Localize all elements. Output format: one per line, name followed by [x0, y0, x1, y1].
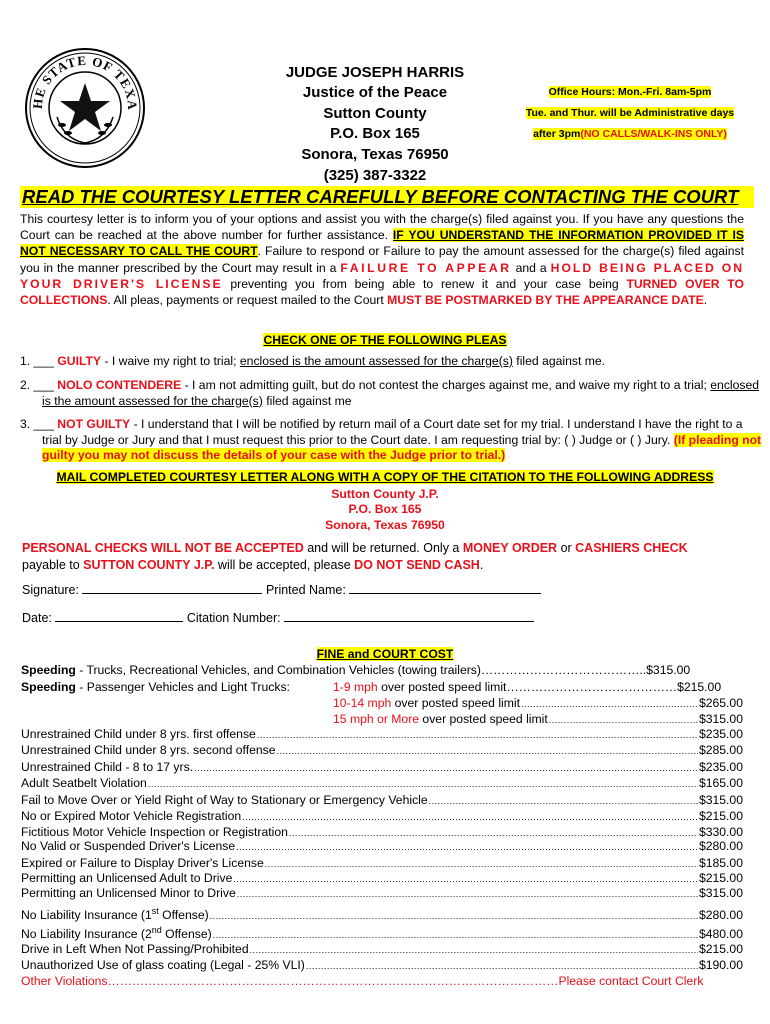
seal-text: HE STATE OF TEXA: [29, 52, 141, 111]
fine-row: Drive in Left When Not Passing/Prohibited ..... $215.00: [21, 942, 743, 956]
fine-row-liability-second: No Liability Insurance (2nd Offense) ..... $480.00: [21, 925, 743, 941]
city-state-zip: Sonora, Texas 76950: [301, 146, 449, 163]
fine-row: No or Expired Motor Vehicle Registration ..... $215.00: [21, 809, 743, 823]
mail-address-line-2: P.O. Box 165: [348, 502, 422, 516]
phone-number: (325) 387-3322: [323, 167, 427, 184]
fine-row: Unrestrained Child - 8 to 17 yrs. ..... $235.00: [21, 760, 743, 774]
payment-instructions: PERSONAL CHECKS WILL NOT BE ACCEPTED and will be returned. Only a MONEY ORDER or CASHIERS CHECK payable to SUTTON COUNTY J.P. will be accepted, please DO NOT SEND CASH.: [22, 541, 688, 572]
fine-row: Fail to Move Over or Yield Right of Way to Stationary or Emergency Vehicle ..... $315.00: [21, 793, 743, 807]
signature-field[interactable]: [82, 593, 262, 594]
judge-name: JUDGE JOSEPH HARRIS: [285, 64, 465, 81]
mail-address-line-3: Sonora, Texas 76950: [325, 518, 445, 532]
page-title: READ THE COURTESY LETTER CAREFULLY BEFORE CONTACTING THE COURT: [20, 186, 754, 208]
fine-row-liability-first: No Liability Insurance (1st Offense) ..... $280.00: [21, 906, 743, 922]
pleas-heading: CHECK ONE OF THE FOLLOWING PLEAS: [263, 333, 507, 347]
printed-name-label: Printed Name:: [265, 583, 346, 597]
office-hours: Office Hours: Mon.-Fri. 8am-5pm: [548, 86, 712, 98]
fine-row-speeding-trucks: Speeding - Trucks, Recreational Vehicles, and Combination Vehicles (towing trailers)…………………………………..$315.00: [21, 663, 691, 677]
fine-row: Adult Seatbelt Violation ..... $165.00: [21, 776, 743, 790]
citation-number-label: Citation Number:: [186, 611, 281, 625]
fines-heading: FINE and COURT COST: [316, 647, 454, 661]
fine-row: Expired or Failure to Display Driver's License ..... $185.00: [21, 856, 743, 870]
fine-row-speed-15-plus: 15 mph or More over posted speed limit ..... $315.00: [333, 712, 743, 726]
date-label: Date:: [22, 611, 52, 625]
fine-row: Unrestrained Child under 8 yrs. first offense ..... $235.00: [21, 727, 743, 741]
fine-row: Permitting an Unlicensed Adult to Drive ..... $215.00: [21, 871, 743, 885]
fine-row-speeding-passenger: Speeding - Passenger Vehicles and Light Trucks:: [21, 680, 290, 694]
signature-label: Signature:: [22, 583, 79, 597]
intro-paragraph: This courtesy letter is to inform you of your options and assist you with the charge(s) filed against you. If you have any questions the Court can be reached at the above number for further assistance. IF YOU UNDERSTAND THE INFORMATION PROVIDED IT IS NOT NECESSARY TO CALL THE COURT. Failure to respond or Failure to pay the amount assessed for the charge(s) filed against you in the manner prescribed by the Court may result in a FAILURE TO APPEAR and a HOLD BEING PLACED ON YOUR DRIVER'S LICENSE preventing you from being able to renew it and your case being TURNED OVER TO COLLECTIONS. All pleas, payments or request mailed to the Court MUST BE POSTMARKED BY THE APPEARANCE DATE.: [20, 212, 744, 308]
po-box: P.O. Box 165: [330, 125, 420, 142]
fine-row: Permitting an Unlicensed Minor to Drive ..... $315.00: [21, 886, 743, 900]
no-calls-note: after 3pm(NO CALLS/WALK-INS ONLY): [533, 128, 727, 140]
plea-guilty[interactable]: 1. ___ GUILTY - I waive my right to trial; enclosed is the amount assessed for the charge(s) filed against me.: [20, 354, 606, 368]
date-field[interactable]: [55, 621, 183, 622]
mail-heading: MAIL COMPLETED COURTESY LETTER ALONG WITH A COPY OF THE CITATION TO THE FOLLOWING ADDRESS: [56, 470, 714, 484]
printed-name-field[interactable]: [349, 593, 541, 594]
citation-number-field[interactable]: [284, 621, 534, 622]
date-row: [22, 611, 534, 625]
fine-row: No Valid or Suspended Driver's License ..... $280.00: [21, 839, 743, 853]
fine-row: Unauthorized Use of glass coating (Legal - 25% VLI) ..... $190.00: [21, 958, 743, 972]
plea-nolo-contendere[interactable]: 2. ___ NOLO CONTENDERE - I am not admitting guilt, but do not contest the charges against me, and waive my right to a trial; enclosed is the amount assessed for the charge(s) filed against me: [20, 378, 760, 408]
admin-days: Tue. and Thur. will be Administrative days: [525, 107, 735, 119]
mail-address-line-1: Sutton County J.P.: [331, 487, 439, 501]
court-title: Justice of the Peace: [302, 84, 448, 101]
fine-row-other-violations: Other Violations…………………………………………………………………………………………………Please contact Court Clerk: [21, 974, 704, 988]
fine-row: Unrestrained Child under 8 yrs. second offense ..... $285.00: [21, 743, 743, 757]
signature-row: [22, 583, 541, 597]
texas-state-seal: [24, 47, 146, 169]
fine-row: Fictitious Motor Vehicle Inspection or Registration ..... $330.00: [21, 825, 743, 839]
county-name: Sutton County: [323, 105, 427, 122]
fine-row-speed-1-9: 1-9 mph over posted speed limit……………………………………$215.00: [333, 680, 722, 694]
fine-row-speed-10-14: 10-14 mph over posted speed limit ..... $265.00: [333, 696, 743, 710]
plea-not-guilty[interactable]: 3. ___ NOT GUILTY - I understand that I will be notified by return mail of a Court date set for my trial. I understand I have the right to a trial by Judge or Jury and that I must request this prior to the Court date. I am requesting trial by: ( ) Judge or ( ) Jury. (If pleading not guilty you may not discuss the details of your case with the Judge prior to trial.): [20, 417, 762, 462]
